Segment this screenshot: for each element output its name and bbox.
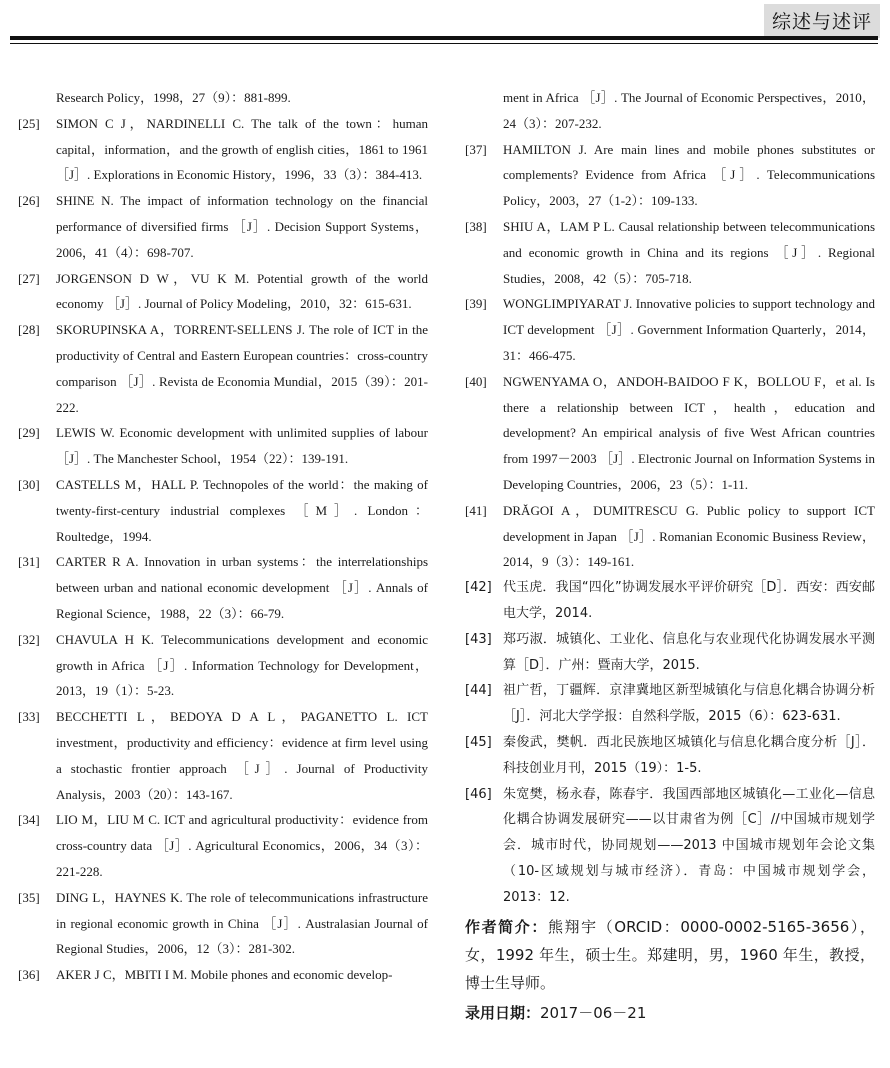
reference-text: SKORUPINSKA A，TORRENT-SELLENS J. The role of ICT in the productivity of Central and Eastern European countries：cross-country comparison ［J］. Revista de Economia Mundial，2015（39）：201-222. <box>56 322 428 415</box>
reference-number: [32] <box>18 631 40 647</box>
reference-number: [41] <box>465 502 487 518</box>
reference-item <box>18 704 428 807</box>
reference-text: 秦俊武，樊帆．西北民族地区城镇化与信息化耦合度分析［J］．科技创业月刊，2015（19）：1-5. <box>503 734 875 776</box>
reference-text: CASTELLS M，HALL P. Technopoles of the world：the making of twenty-first-century industrial complexes ［M］. London：Roultedge，1994. <box>56 476 428 544</box>
accepted-date-value: 2017－06－21 <box>540 1003 647 1022</box>
reference-number: [27] <box>18 270 40 286</box>
reference-text: SIMON C J，NARDINELLI C. The talk of the town：human capital，information，and the growth of english cities，1861 to 1961 ［J］. Explorations in Economic History，1996，33（3）：384-413. <box>56 115 429 183</box>
reference-item <box>465 498 875 575</box>
reference-item <box>18 807 428 884</box>
reference-number: [34] <box>18 812 40 828</box>
reference-text: 郑巧淑．城镇化、工业化、信息化与农业现代化协调发展水平测算［D］．广州：暨南大学，2015. <box>503 631 875 673</box>
reference-number: [36] <box>18 967 40 983</box>
right-column <box>465 85 875 1027</box>
reference-item <box>18 549 428 626</box>
reference-item <box>18 111 428 188</box>
reference-number: [44] <box>465 683 492 699</box>
left-column <box>18 85 428 988</box>
reference-item <box>18 317 428 420</box>
reference-number: [38] <box>465 218 487 234</box>
reference-number: [43] <box>465 631 492 647</box>
reference-item <box>18 962 428 988</box>
reference-item <box>465 730 875 782</box>
header-rule-thick <box>10 36 878 40</box>
reference-number: [31] <box>18 554 40 570</box>
reference-item <box>18 627 428 704</box>
reference-text: 祖广哲，丁疆辉．京津冀地区新型城镇化与信息化耦合协调分析［J］．河北大学学报：自然科学版，2015（6）：623-631. <box>503 683 875 725</box>
reference-item <box>465 291 875 368</box>
reference-text: DRĂGOI A，DUMITRESCU G. Public policy to support ICT development in Japan ［J］. Romanian Economic Business Review，2014，9（3）：149-161. <box>503 502 875 570</box>
reference-text: HAMILTON J. Are main lines and mobile phones substitutes or complements? Evidence from Africa ［J］. Telecommunications Policy，2003，27（1-2）：109-133. <box>503 141 875 209</box>
reference-number: [46] <box>465 786 492 802</box>
reference-text: 代玉虎．我国“四化”协调发展水平评价研究［D］．西安：西安邮电大学，2014. <box>503 580 875 621</box>
reference-item <box>465 575 875 627</box>
reference-text: WONGLIMPIYARAT J. Innovative policies to support technology and ICT development ［J］. Government Information Quarterly，2014，31：466-475. <box>503 296 875 363</box>
author-info <box>465 913 875 997</box>
reference-text: DING L，HAYNES K. The role of telecommunications infrastructure in regional economic growth in China ［J］. Australasian Journal of Regional Studies，2006，12（3）：281-302. <box>56 889 428 957</box>
reference-text: JORGENSON D W，VU K M. Potential growth of the world economy ［J］. Journal of Policy Modeling，2010，32：615-631. <box>56 270 428 312</box>
section-header-tag: 综述与述评 <box>764 4 880 38</box>
header-rule-thin <box>10 43 878 44</box>
reference-number: [26] <box>18 193 40 209</box>
accepted-date-label: 录用日期： <box>465 1003 541 1022</box>
reference-number: [45] <box>465 734 492 750</box>
author-info-text: 熊翔宇（ORCID：0000-0002-5165-3656），女，1992 年生，硕士生。郑建明，男，1960 年生，教授，博士生导师。 <box>465 917 875 992</box>
reference-item <box>18 266 428 318</box>
reference-text: CARTER R A. Innovation in urban systems：the interrelationships between urban and national economic development ［J］. Annals of Regional Science，1988，22（3）：66-79. <box>56 554 428 621</box>
reference-number: [25] <box>18 115 40 131</box>
author-info-label: 作者简介： <box>465 917 548 936</box>
accepted-date <box>465 999 875 1027</box>
reference-text: SHINE N. The impact of information technology on the financial performance of diversified firms ［J］. Decision Support Systems，2006，41（4）：698-707. <box>56 193 428 260</box>
reference-text: AKER J C，MBITI I M. Mobile phones and economic develop- <box>56 967 393 983</box>
reference-text: SHIU A，LAM P L. Causal relationship between telecommunications and economic growth in China and its regions ［J］. Regional Studies，2008，42（5）：705-718. <box>503 218 875 286</box>
reference-number: [28] <box>18 322 40 338</box>
reference-list-right <box>465 137 875 911</box>
reference-number: [29] <box>18 425 40 441</box>
reference-item <box>18 188 428 265</box>
reference-item <box>465 627 875 679</box>
reference-text: LIO M，LIU M C. ICT and agricultural productivity：evidence from cross-country data ［J］. Agricultural Economics，2006，34（3）：221-228. <box>56 812 428 879</box>
reference-number: [37] <box>465 141 487 157</box>
reference-list-left <box>18 111 428 988</box>
reference-number: [35] <box>18 889 40 905</box>
reference-item <box>465 782 875 911</box>
reference-text: NGWENYAMA O，ANDOH-BAIDOO F K，BOLLOU F，et al. Is there a relationship between ICT，health，education and development? An empirical analysis of five West African countries from 1997－2003 ［J］. Electronic Journal on Information Systems in Developing Countries，2006，23（5）：1-11. <box>503 373 875 492</box>
reference-text: CHAVULA H K. Telecommunications development and economic growth in Africa ［J］. Information Technology for Development，2013，19（1）：5-23. <box>56 631 428 699</box>
reference-item <box>465 678 875 730</box>
reference-text: 朱宽樊，杨永春，陈春宇．我国西部地区城镇化—工业化—信息化耦合协调发展研究——以甘肃省为例［C］//中国城市规划学会．城市时代，协同规划——2013 中国城市规划年会论文集（10-区域规划与城市经济）．青岛：中国城市规划学会，2013：12. <box>503 786 875 905</box>
reference-item <box>465 369 875 498</box>
reference-item <box>465 214 875 291</box>
reference-number: [30] <box>18 476 40 492</box>
reference-item <box>465 137 875 214</box>
reference-item <box>18 472 428 549</box>
reference-continuation: ment in Africa ［J］. The Journal of Economic Perspectives，2010，24（3）：207-232. <box>503 90 875 131</box>
reference-number: [40] <box>465 373 487 389</box>
reference-text: LEWIS W. Economic development with unlimited supplies of labour ［J］. The Manchester School，1954（22）：139-191. <box>56 425 428 467</box>
reference-item <box>18 885 428 962</box>
reference-text: BECCHETTI L，BEDOYA D A L，PAGANETTO L. ICT investment，productivity and efficiency：evidence at firm level using a stochastic frontier approach ［J］. Journal of Productivity Analysis，2003（20）：143-167. <box>56 709 428 802</box>
reference-number: [33] <box>18 709 40 725</box>
reference-continuation: Research Policy，1998，27（9）：881-899. <box>56 90 291 105</box>
reference-number: [39] <box>465 296 487 312</box>
reference-item <box>18 420 428 472</box>
reference-number: [42] <box>465 580 492 596</box>
